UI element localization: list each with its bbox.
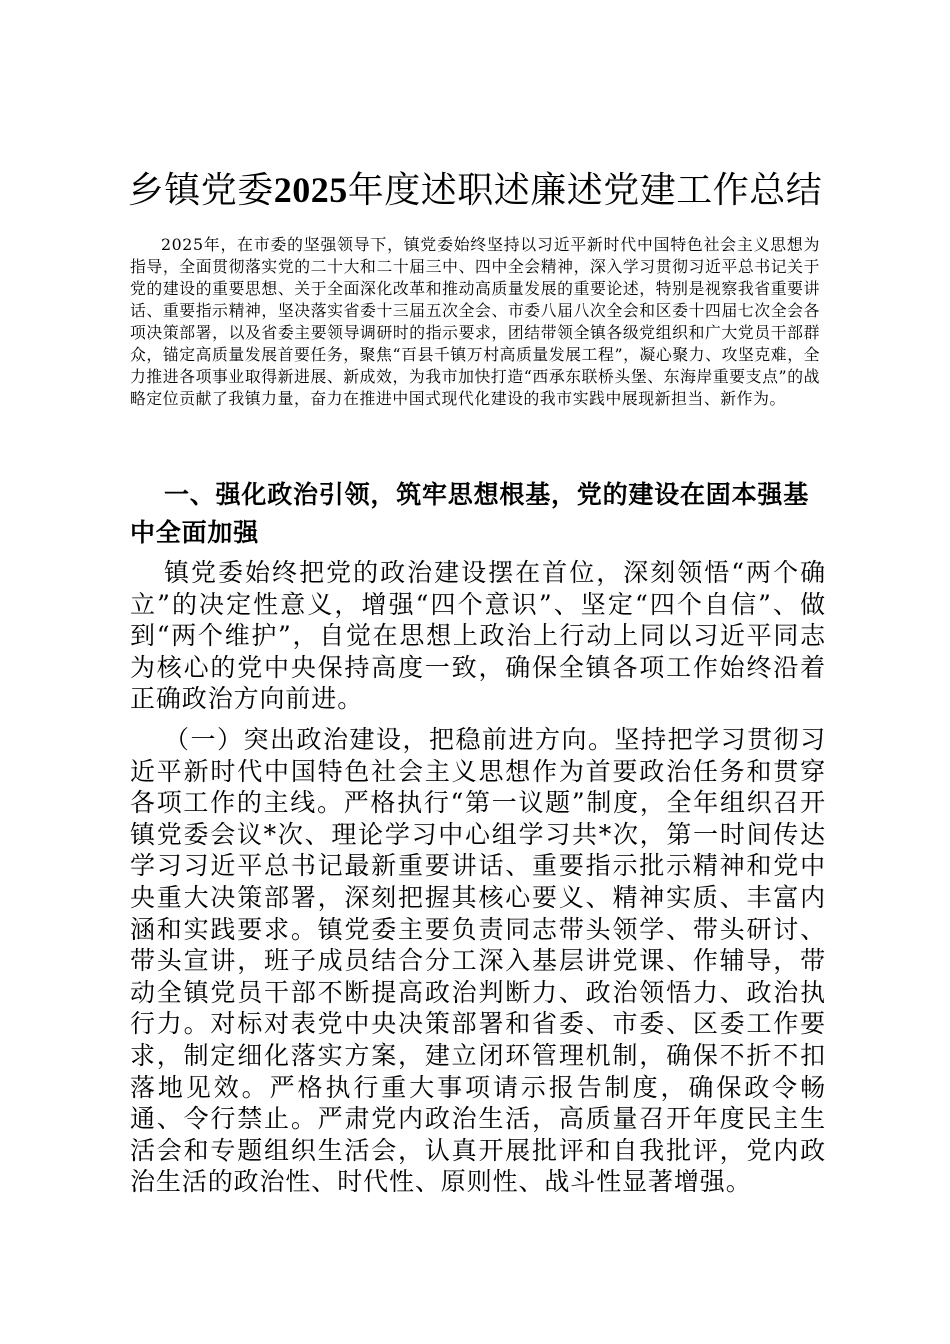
body-paragraph: 镇党委始终把党的政治建设摆在首位，深刻领悟“两个确立”的决定性意义，增强“四个意识”、坚定“四个自信”、做到“两个维护”，自觉在思想上政治上行动上同以习近平同志为核心的党中央保持高度一致，确保全镇各项工作始终沿着正确政治方向前进。: [130, 558, 826, 714]
intro-paragraph: 2025年，在市委的坚强领导下，镇党委始终坚持以习近平新时代中国特色社会主义思想为指导，全面贯彻落实党的二十大和二十届三中、四中全会精神，深入学习贯彻习近平总书记关于党的建设的重要思想、关于全面深化改革和推动高质量发展的重要论述，特别是视察我省重要讲话、重要指示精神，坚决落实省委十三届五次全会、市委八届八次全会和区委十四届七次全会各项决策部署，以及省委主要领导调研时的指示要求，团结带领全镇各级党组织和广大党员干部群众，锚定高质量发展首要任务，聚焦“百县千镇万村高质量发展工程”，凝心聚力、攻坚克难，全力推进各项事业取得新进展、新成效，为我市加快打造“西承东联桥头堡、东海岸重要支点”的战略定位贡献了我镇力量，奋力在推进中国式现代化建设的我市实践中展现新担当、新作为。: [130, 235, 820, 408]
body-paragraph: （一）突出政治建设，把稳前进方向。坚持把学习贯彻习近平新时代中国特色社会主义思想作为首要政治任务和贯穿各项工作的主线。严格执行“第一议题”制度，全年组织召开镇党委会议*次、理论学习中心组学习共*次，第一时间传达学习习近平总书记最新重要讲话、重要指示批示精神和党中央重大决策部署，深刻把握其核心要义、精神实质、丰富内涵和实践要求。镇党委主要负责同志带头领学、带头研讨、带头宣讲，班子成员结合分工深入基层讲党课、作辅导，带动全镇党员干部不断提高政治判断力、政治领悟力、政治执行力。对标对表党中央决策部署和省委、市委、区委工作要求，制定细化落实方案，建立闭环管理机制，确保不折不扣落地见效。严格执行重大事项请示报告制度，确保政令畅通、令行禁止。严肃党内政治生活，高质量召开年度民主生活会和专题组织生活会，认真开展批评和自我批评，党内政治生活的政治性、时代性、原则性、战斗性显著增强。: [130, 725, 826, 1197]
title-suffix: 年度述职述廉述党建工作总结: [347, 170, 823, 211]
title-year: 2025: [273, 170, 348, 210]
section-heading: 一、强化政治引领，筑牢思想根基，党的建设在固本强基中全面加强: [130, 480, 810, 547]
document-title: [0, 160, 950, 221]
title-prefix: 乡镇党委: [127, 170, 274, 211]
